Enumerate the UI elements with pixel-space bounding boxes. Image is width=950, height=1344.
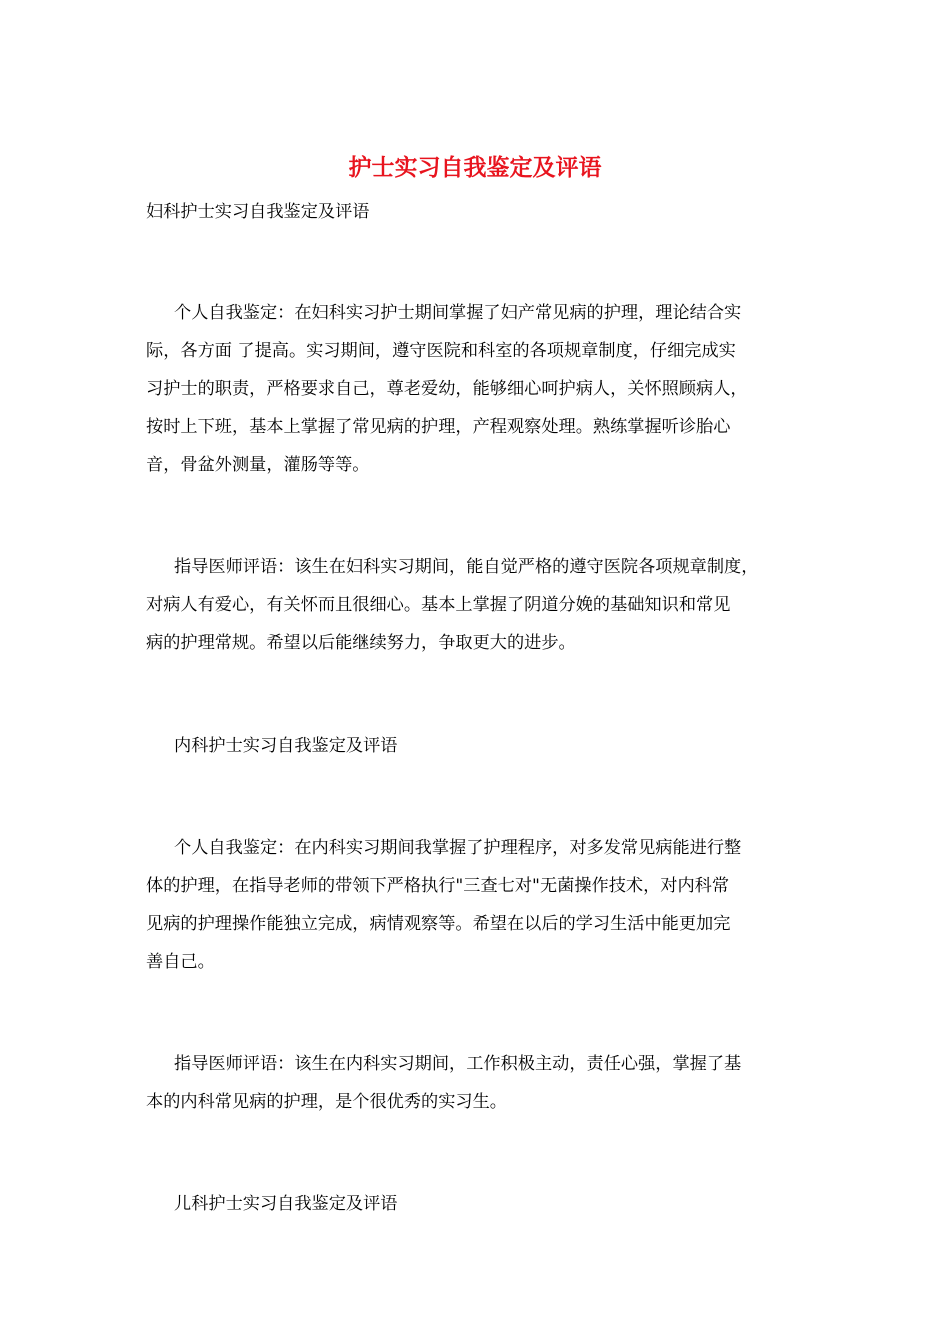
section-heading-internal: 内科护士实习自我鉴定及评语 <box>174 736 398 756</box>
paragraph-line: 病的护理常规。希望以后能继续努力，争取更大的进步。 <box>146 633 576 653</box>
paragraph-line: 际，各方面 了提高。实习期间，遵守医院和科室的各项规章制度，仔细完成实 <box>146 341 736 361</box>
paragraph-line: 体的护理，在指导老师的带领下严格执行"三查七对"无菌操作技术，对内科常 <box>146 876 730 896</box>
paragraph-line: 音，骨盆外测量，灌肠等等。 <box>146 455 370 475</box>
document-title: 护士实习自我鉴定及评语 <box>348 154 602 181</box>
paragraph-line: 本的内科常见病的护理，是个很优秀的实习生。 <box>146 1092 507 1112</box>
paragraph-line: 习护士的职责，严格要求自己，尊老爱幼，能够细心呵护病人，关怀照顾病人， <box>146 379 748 399</box>
paragraph-line: 对病人有爱心，有关怀而且很细心。基本上掌握了阴道分娩的基础知识和常见 <box>146 595 731 615</box>
paragraph-line: 善自己。 <box>146 952 215 972</box>
paragraph-line: 按时上下班，基本上掌握了常见病的护理，产程观察处理。熟练掌握听诊胎心 <box>146 417 731 437</box>
paragraph-line: 指导医师评语：该生在妇科实习期间，能自觉严格的遵守医院各项规章制度， <box>174 557 759 577</box>
paragraph-line: 见病的护理操作能独立完成，病情观察等。希望在以后的学习生活中能更加完 <box>146 914 731 934</box>
section-heading-gynecology: 妇科护士实习自我鉴定及评语 <box>146 202 370 222</box>
paragraph-line: 指导医师评语：该生在内科实习期间，工作积极主动，责任心强，掌握了基 <box>174 1054 742 1074</box>
section-heading-pediatric: 儿科护士实习自我鉴定及评语 <box>174 1194 398 1214</box>
paragraph-line: 个人自我鉴定：在内科实习期间我掌握了护理程序，对多发常见病能进行整 <box>174 838 742 858</box>
paragraph-line: 个人自我鉴定：在妇科实习护士期间掌握了妇产常见病的护理，理论结合实 <box>174 303 742 323</box>
